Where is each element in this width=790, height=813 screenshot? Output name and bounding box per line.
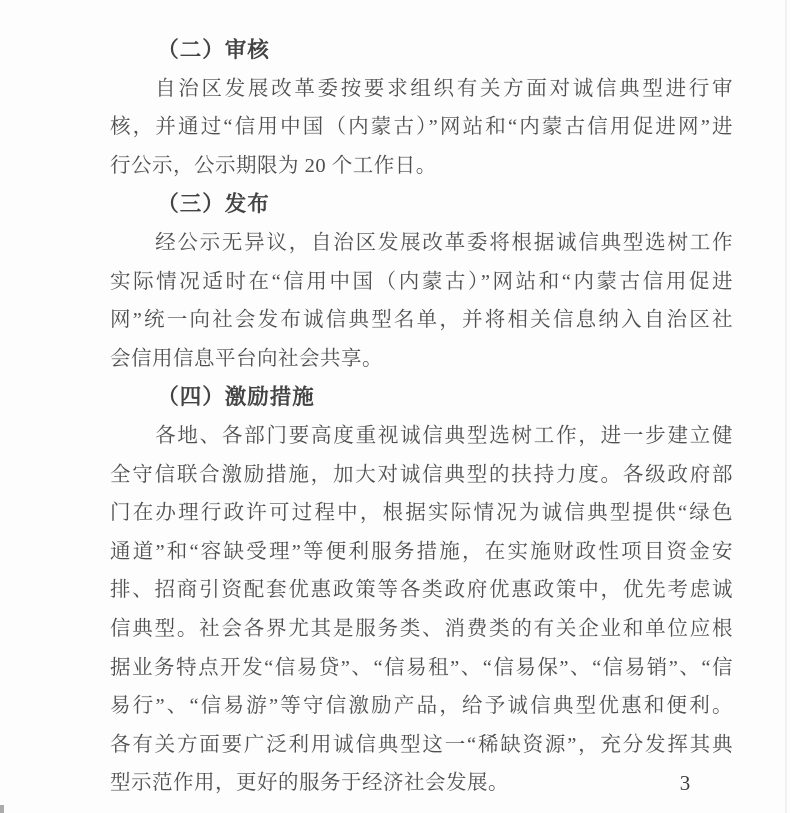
scan-artifact-mark	[0, 805, 4, 813]
page-number: 3	[679, 771, 691, 795]
text-line: 实际情况适时在“信用中国（内蒙古）”网站和“内蒙古信用促进	[110, 270, 733, 293]
document-body	[110, 31, 733, 803]
section-heading: （三）发布	[157, 192, 270, 217]
text-line: 型示范作用，更好的服务于经济社会发展。	[110, 772, 509, 795]
text-line: 行公示，公示期限为 20 个工作日。	[110, 154, 437, 177]
text-line: 排、招商引资配套优惠政策等各类政府优惠政策中，优先考虑诚	[110, 579, 733, 602]
section-heading: （二）审核	[157, 38, 270, 62]
text-line: 核，并通过“信用中国（内蒙古）”网站和“内蒙古信用促进网”进	[110, 116, 733, 139]
text-line: 会信用信息平台向社会共享。	[110, 347, 383, 370]
text-line: 各有关方面要广泛利用诚信典型这一“稀缺资源”，充分发挥其典	[110, 733, 733, 756]
text-line: 易行”、“信易游”等守信激励产品，给予诚信典型优惠和便利。	[110, 695, 733, 718]
text-line: 经公示无异议，自治区发展改革委将根据诚信典型选树工作	[155, 231, 733, 254]
text-line: 各地、各部门要高度重视诚信典型选树工作，进一步建立健	[155, 424, 733, 447]
section-heading: （四）激励措施	[157, 385, 315, 410]
text-line: 全守信联合激励措施，加大对诚信典型的扶持力度。各级政府部	[110, 463, 733, 486]
text-line: 网”统一向社会发布诚信典型名单，并将相关信息纳入自治区社	[110, 309, 733, 332]
text-line: 门在办理行政许可过程中，根据实际情况为诚信典型提供“绿色	[110, 502, 733, 525]
text-line: 自治区发展改革委按要求组织有关方面对诚信典型进行审	[155, 77, 733, 100]
text-line: 通道”和“容缺受理”等便利服务措施，在实施财政性项目资金安	[110, 540, 733, 563]
text-line: 信典型。社会各界尤其是服务类、消费类的有关企业和单位应根	[110, 617, 733, 640]
text-line: 据业务特点开发“信易贷”、“信易租”、“信易保”、“信易销”、“信	[110, 656, 733, 679]
